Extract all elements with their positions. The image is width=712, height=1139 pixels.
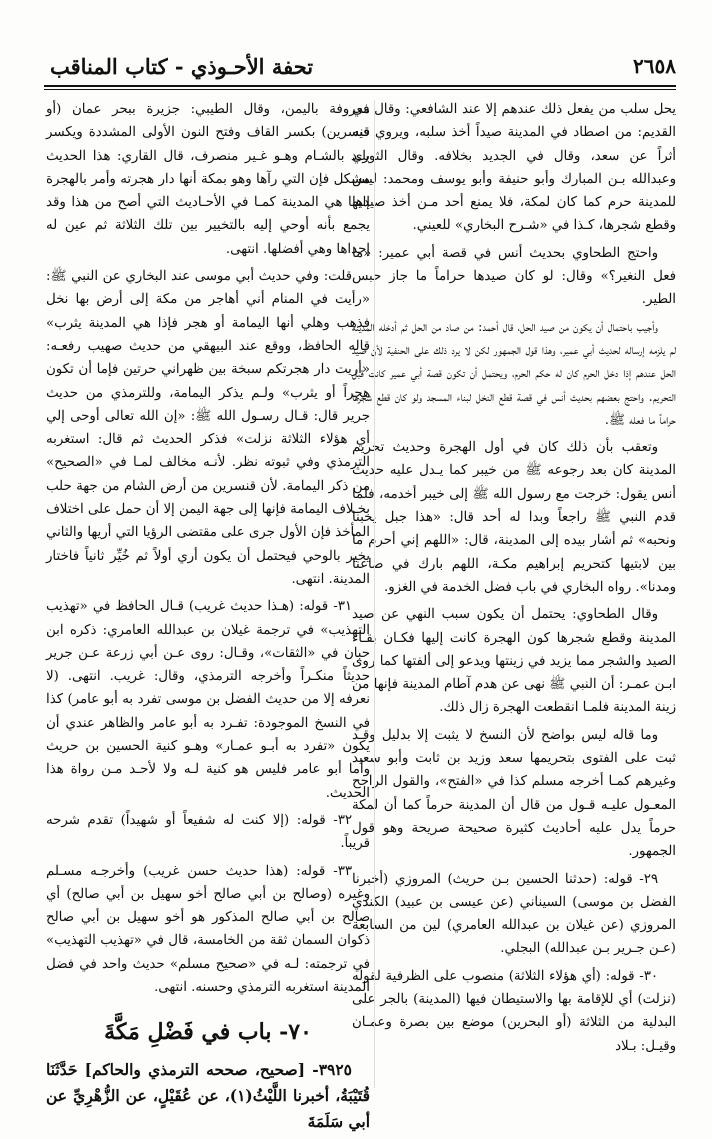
- paragraph: وأجيب باحتمال أن يكون من صيد الحل، قال أحمد: من صاد من الحل ثم أدخله المدينة لم يلزمه إرساله لحديث أبي عمير، وهذا قول الجمهور لكن لا يرد ذلك على الحنفية لأن صيد الحل عندهم إذا دخل الحرم كان له حكم الحرم، ويحتمل أن تكون قصة أبي عمير كانت قبل التحريم. واحتج بعضهم بحديث أنس في قصة قطع النخل لبناء المسجد ولو كان قطع شجرها حراماً ما فعله ﷺ.: [352, 319, 676, 428]
- paragraph: ٣١- قوله: (هـذا حديث غريب) قـال الحافظ في «تهذيب التهذيب» في ترجمة غيلان بن عبدالله العامري: ذكره ابن حبان في «الثقات»، وقـال: روى عـن أبي زرعة عـن جرير حديثاً منكـراً وأخرجه الترمذي، وقال: غريب. انتهى. (لا نعرفه إلا من حديث الفضل بن موسى تفرد به أبو عامر) كذا في النسخ الموجودة: تفـرد به أبو عامر والظاهر عندي أن يكون «تفرد به أبـو عمـار» وهـو كنية الحسين بن حريث وأما أبو عامر فليس هو كنية لـه ولا لأحـد مـن رواة هذا الحديث.: [46, 599, 370, 801]
- right-column: [352, 98, 676, 1062]
- paragraph: ٢٩- قوله: (حدثنا الحسين بـن حريث) المروزي (أخبرنا الفضل بن موسى) السيناني (عن عيسى بن عبيد) الكندي المروزي (عن غيلان بن عبدالله العامري) لين من السابعة (عـن جـرير بـن عبدالله) البجلي.: [352, 871, 676, 957]
- paragraph: معروفة باليمن، وقال الطيبي: جزيرة ببحر عمان (أو قنسرين) بكسر القاف وفتح النون الأولى المشددة ويكسر بلـد بالشـام وهـو غـير منصرف، قال القاري: هذا الحديث مشكل فإن التي رآها وهو بمكة أنها دار هجرته وأمر بالهجرة إليها هي المدينة كمـا في الأحـاديث التي أصح من هذا وقد يجمع بأنه أوحي إليه بالتخيير بين تلك الثلاثة ثم عين له إحداها وهي أفضلها. انتهى.: [46, 102, 370, 257]
- paragraph: وما قاله ليس بواضح لأن النسخ لا يثبت إلا بدليل وقـد ثبت على الفتوى بتحريمها سعد وزيد بن ثابت وأبو سعيد وغيرهم كمـا أخرجه مسلم كذا في «الفتح»، والقول الراجح المعـول عليـه قـول من قال أن المدينة حرماً كما أن لمكة حرماً يدل عليه أحاديث كثيرة صحيحة صريحة وهو قول الجمهور.: [352, 727, 676, 860]
- paragraph: يحل سلب من يفعل ذلك عندهم إلا عند الشافعي: وقال في القديم: من اصطاد في المدينة صيداً أخذ سلبه، ويروي فيه أثراً عن سعد، وقال في الجديد بخلافه. وقال الثوري وعبدالله بـن المبارك وأبو حنيفة وأبو يوسف ومحمد: ليس للمدينة حرم كما كان لمكة، فلا يمنع أحد مـن أخذ صيدها وقطع شجرها، كـذا في «شـرح البخاري» للعيني.: [352, 102, 676, 234]
- header-rule: [44, 85, 676, 90]
- page-header: [50, 46, 676, 86]
- page-number: ٢٦٥٨: [633, 54, 676, 78]
- left-column: [46, 98, 370, 1139]
- paragraph: واحتج الطحاوي بحديث أنس في قصة أبي عمير: «ما فعل النغير؟» وقال: لو كان صيدها حراماً ما جاز حبس الطير.: [352, 245, 676, 308]
- column-divider: [374, 100, 375, 1088]
- running-title: تحفة الأحـوذي - كتاب المناقب: [50, 53, 314, 79]
- paragraph: قلت: وفي حديث أبي موسى عند البخاري عن النبي ﷺ: «رأيت في المنام أني أهاجر من مكة إلى أرض بها نخل فذهب وهلي أنها اليمامة أو هجر فإذا هي المدينة يثرب» قاله الحافظ، ووقع عند البيهقي من حديث صهيب رفعـه: «أريت دار هجرتكم سبخة بين ظهراني حرتين فإما أن تكون هجراً أو يثرب» ولـم يذكر اليمامة، وللترمذي من حديث جرير قال: قـال رسـول الله ﷺ: «إن الله تعالى أوحى إلي أي هؤلاء الثلاثة نزلت» فذكر الحديث ثم قال: استغربه الترمذي وفي ثبوته نظر. لأنـه مخالف لمـا في «الصحيح» من ذكر اليمامة. لأن قنسرين من أرض الشام من جهة حلب بخـلاف اليمامة فإنها إلى جهة اليمن إلا أن حمل على اختلاف المأخذ فإن الأول جرى على مقتضى الرؤيا التي أريها والثاني يخير بالوحي فيحتمل أن يكون أري أولاً ثم خُيِّر ثانياً فاختار المدينة. انتهى.: [46, 269, 370, 587]
- paragraph: وتعقب بأن ذلك كان في أول الهجرة وحديث تحريم المدينة كان بعد رجوعه ﷺ من خيبر كما يـدل عليه حديث أنس يقول: خرجت مع رسول الله ﷺ إلى خيبر أخدمه، فلما قدم النبي ﷺ راجعاً وبدا له أحد قال: «هذا جبل يحبنا ونحبه» ثم أشار بيده إلى المدينة، قال: «اللهم إني أحرم ما بين لابتيها كتحريم إبراهيم مكـة، اللهم بارك في صاعنا ومدنا». رواه البخاري في باب فضل الخدمة في الغزو.: [352, 440, 676, 595]
- hadith-text: ٣٩٢٥- [صحيح، صححه الترمذي والحاكم] حَدَّثَنَا قُتَيْبَةُ، أخبرنا اللَّيْثُ(١)، عن عُقَيْلٍ، عن الزُّهْرِيِّ عن أبي سَلَمَةَ: [46, 1060, 370, 1132]
- paragraph: ٣٢- قوله: (إلا كنت له شفيعاً أو شهيداً) تقدم شرحه قريباً.: [46, 812, 370, 852]
- paragraph: ٣٣- قوله: (هذا حديث حسن غريب) وأخرجـه مسـلم وغيره (وصالح بن أبي صالح أخو سهيل بن أبي صالح) أي صالح بن أبي صالح المذكور هو أخو سهيل بن أبي صالح ذكوان السمان ثقة من الخامسة، قال في «تهذيب التهذيب» في ترجمته: لـه في «صحيح مسلم» حديث واحد في فضل المدينة استغربه الترمذي وحسنه. انتهى.: [46, 863, 370, 995]
- chapter-heading: ٧٠- باب في فَضْلِ مَكَّةَ: [104, 1019, 312, 1046]
- paragraph: ٣٠- قوله: (أي هؤلاء الثلاثة) منصوب على الظرفية لقوله (نزلت) أي للإقامة بها والاستيطان فيها (المدينة) بالجر على البدلية من الثلاثة (أو البحرين) موضع بين بصرة وعمـان وقيـل: بـلاد: [352, 968, 676, 1054]
- paragraph: وقال الطحاوي: يحتمل أن يكون سبب النهي عن صيد المدينة وقطع شجرها كون الهجرة كانت إليها فكـان بقـاء الصيد والشجر مما يزيد في زينتها ويدعو إلى ألفتها كما روى ابـن عمـر: أن النبي ﷺ نهى عن هدم آطام المدينة فإنها من زينة المدينة فلمـا انقطعت الهجرة زال ذلك.: [352, 607, 676, 716]
